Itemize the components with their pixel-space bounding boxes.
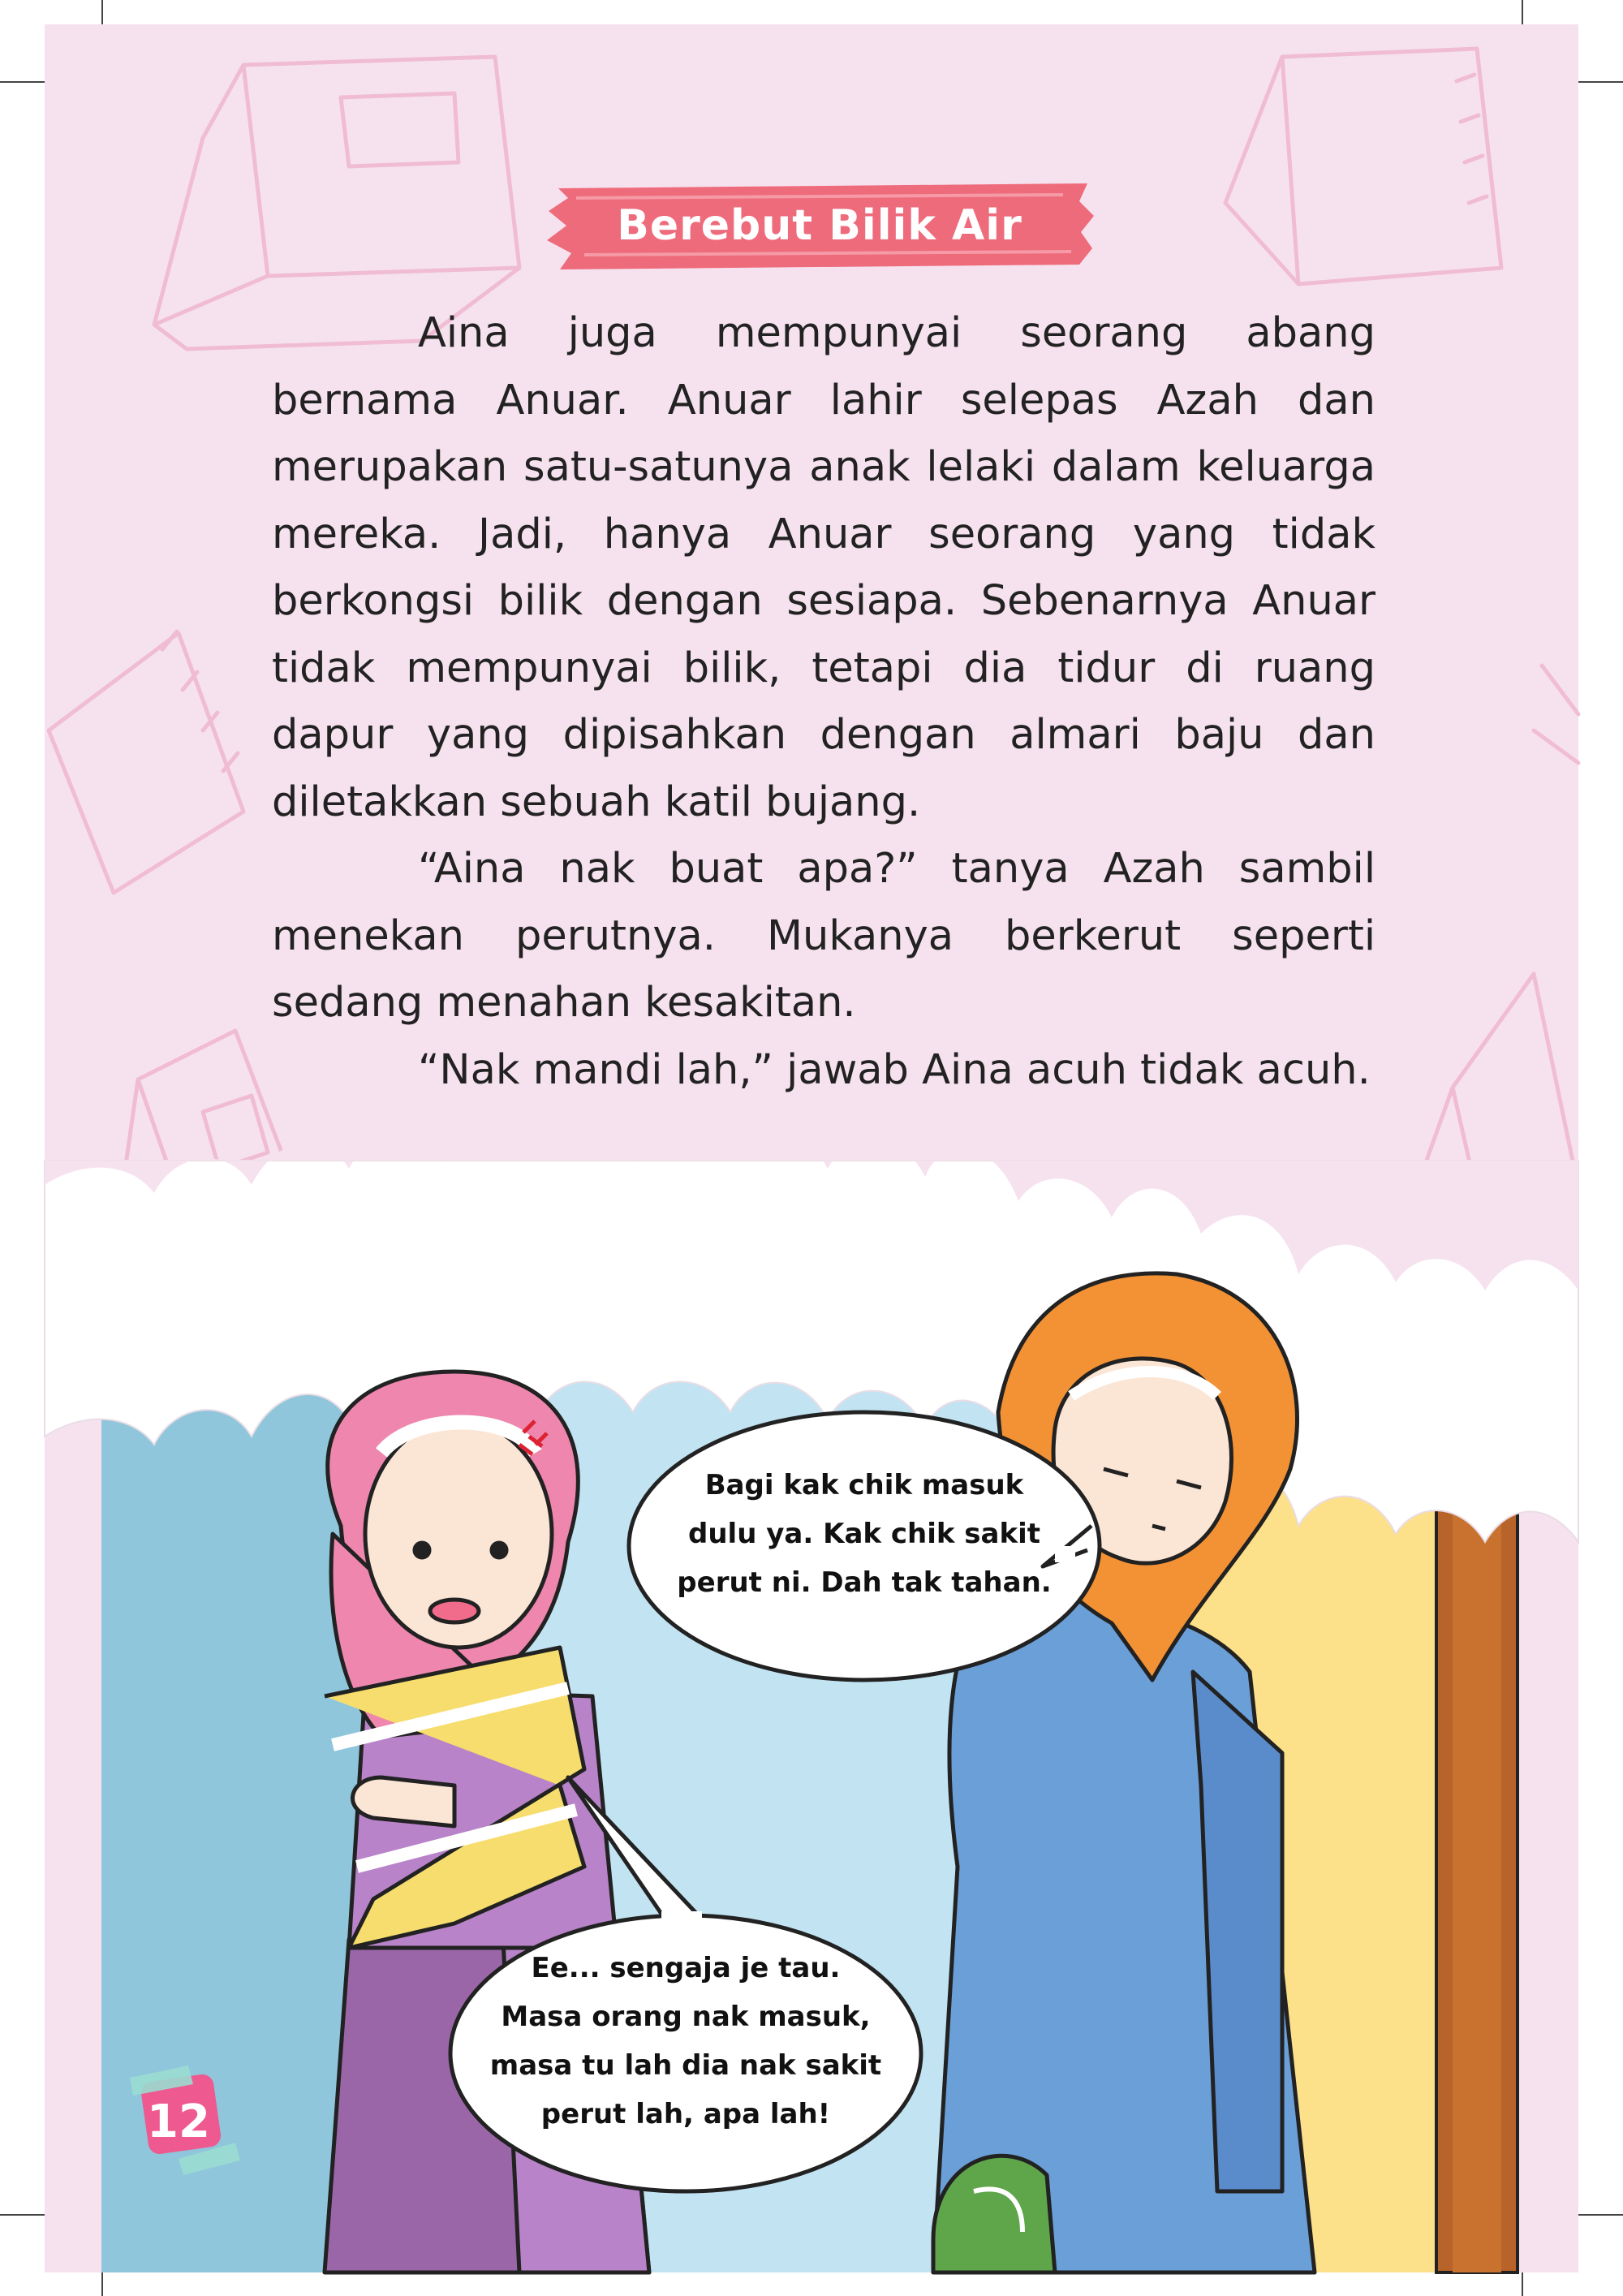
speech-line: Ee... sengaja je tau. [531, 1952, 841, 1984]
page-number: 12 [147, 2096, 210, 2148]
story-paragraph: Aina juga mempunyai seorang abang bernama Anuar. Anuar lahir selepas Azah dan merupakan satu-satunya anak lelaki dalam keluarga mereka. Jadi, hanya Anuar seorang yang tidak berkongsi bilik dengan sesiapa. Sebenarnya Anuar tidak mempunyai bilik, tetapi dia tidur di ruang dapur yang dipisahkan dengan almari baju dan diletakkan sebuah katil bujang. [272, 309, 1375, 826]
speech-line: masa tu lah dia nak sakit [489, 2049, 882, 2082]
speech-text-azah [649, 1461, 1079, 1607]
speech-text-aina [463, 1944, 909, 2139]
speech-line: Bagi kak chik masuk [704, 1469, 1024, 1501]
page-title: Berebut Bilik Air [617, 201, 1022, 250]
story-paragraph: “Nak mandi lah,” jawab Aina acuh tidak acuh. [418, 1045, 1371, 1094]
story-paragraph: “Aina nak buat apa?” tanya Azah sambil menekan perutnya. Mukanya berkerut seperti sedang menahan kesakitan. [272, 845, 1375, 1027]
speech-line: dulu ya. Kak chik sakit [688, 1518, 1040, 1550]
speech-line: Masa orang nak masuk, [501, 2001, 871, 2033]
speech-line: perut ni. Dah tak tahan. [677, 1566, 1052, 1599]
speech-line: perut lah, apa lah! [540, 2098, 831, 2130]
